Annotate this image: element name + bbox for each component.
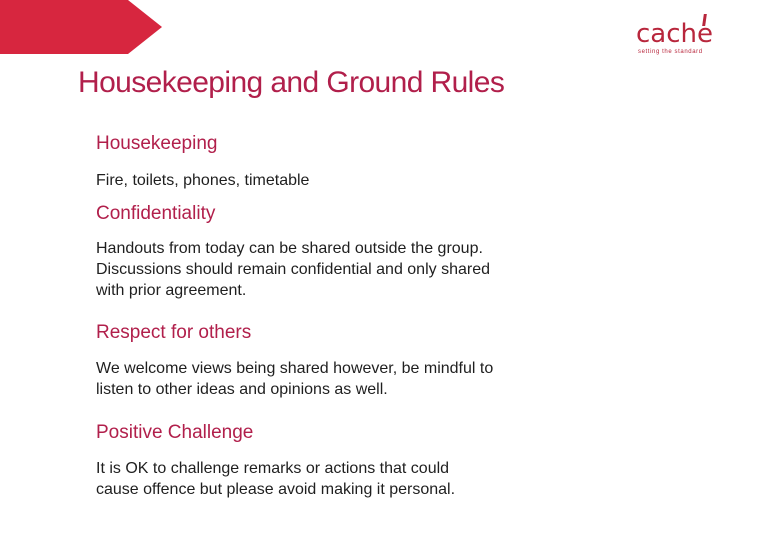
- slide-title: Housekeeping and Ground Rules: [78, 66, 505, 99]
- section-text-respect-1: We welcome views being shared however, be mindful to: [96, 360, 494, 377]
- section-text-respect-2: listen to other ideas and opinions as well.: [96, 381, 388, 398]
- red-corner-banner: [0, 0, 162, 54]
- section-text-positive-challenge-1: It is OK to challenge remarks or actions that could: [96, 460, 450, 477]
- section-heading-respect: Respect for others: [96, 322, 252, 343]
- section-text-confidentiality-2: Discussions should remain confidential and only shared: [96, 261, 490, 278]
- section-heading-positive-challenge: Positive Challenge: [96, 422, 254, 443]
- section-text-confidentiality-1: Handouts from today can be shared outside the group.: [96, 240, 483, 257]
- logo-tagline: setting the standard: [638, 49, 703, 55]
- section-heading-housekeeping: Housekeeping: [96, 133, 218, 154]
- section-text-positive-challenge-2: cause offence but please avoid making it personal.: [96, 481, 456, 498]
- section-text-housekeeping: Fire, toilets, phones, timetable: [96, 172, 310, 189]
- logo-wordmark: cache: [636, 19, 713, 49]
- cache-logo: [636, 14, 732, 60]
- section-text-confidentiality-3: with prior agreement.: [96, 282, 247, 299]
- section-heading-confidentiality: Confidentiality: [96, 203, 216, 224]
